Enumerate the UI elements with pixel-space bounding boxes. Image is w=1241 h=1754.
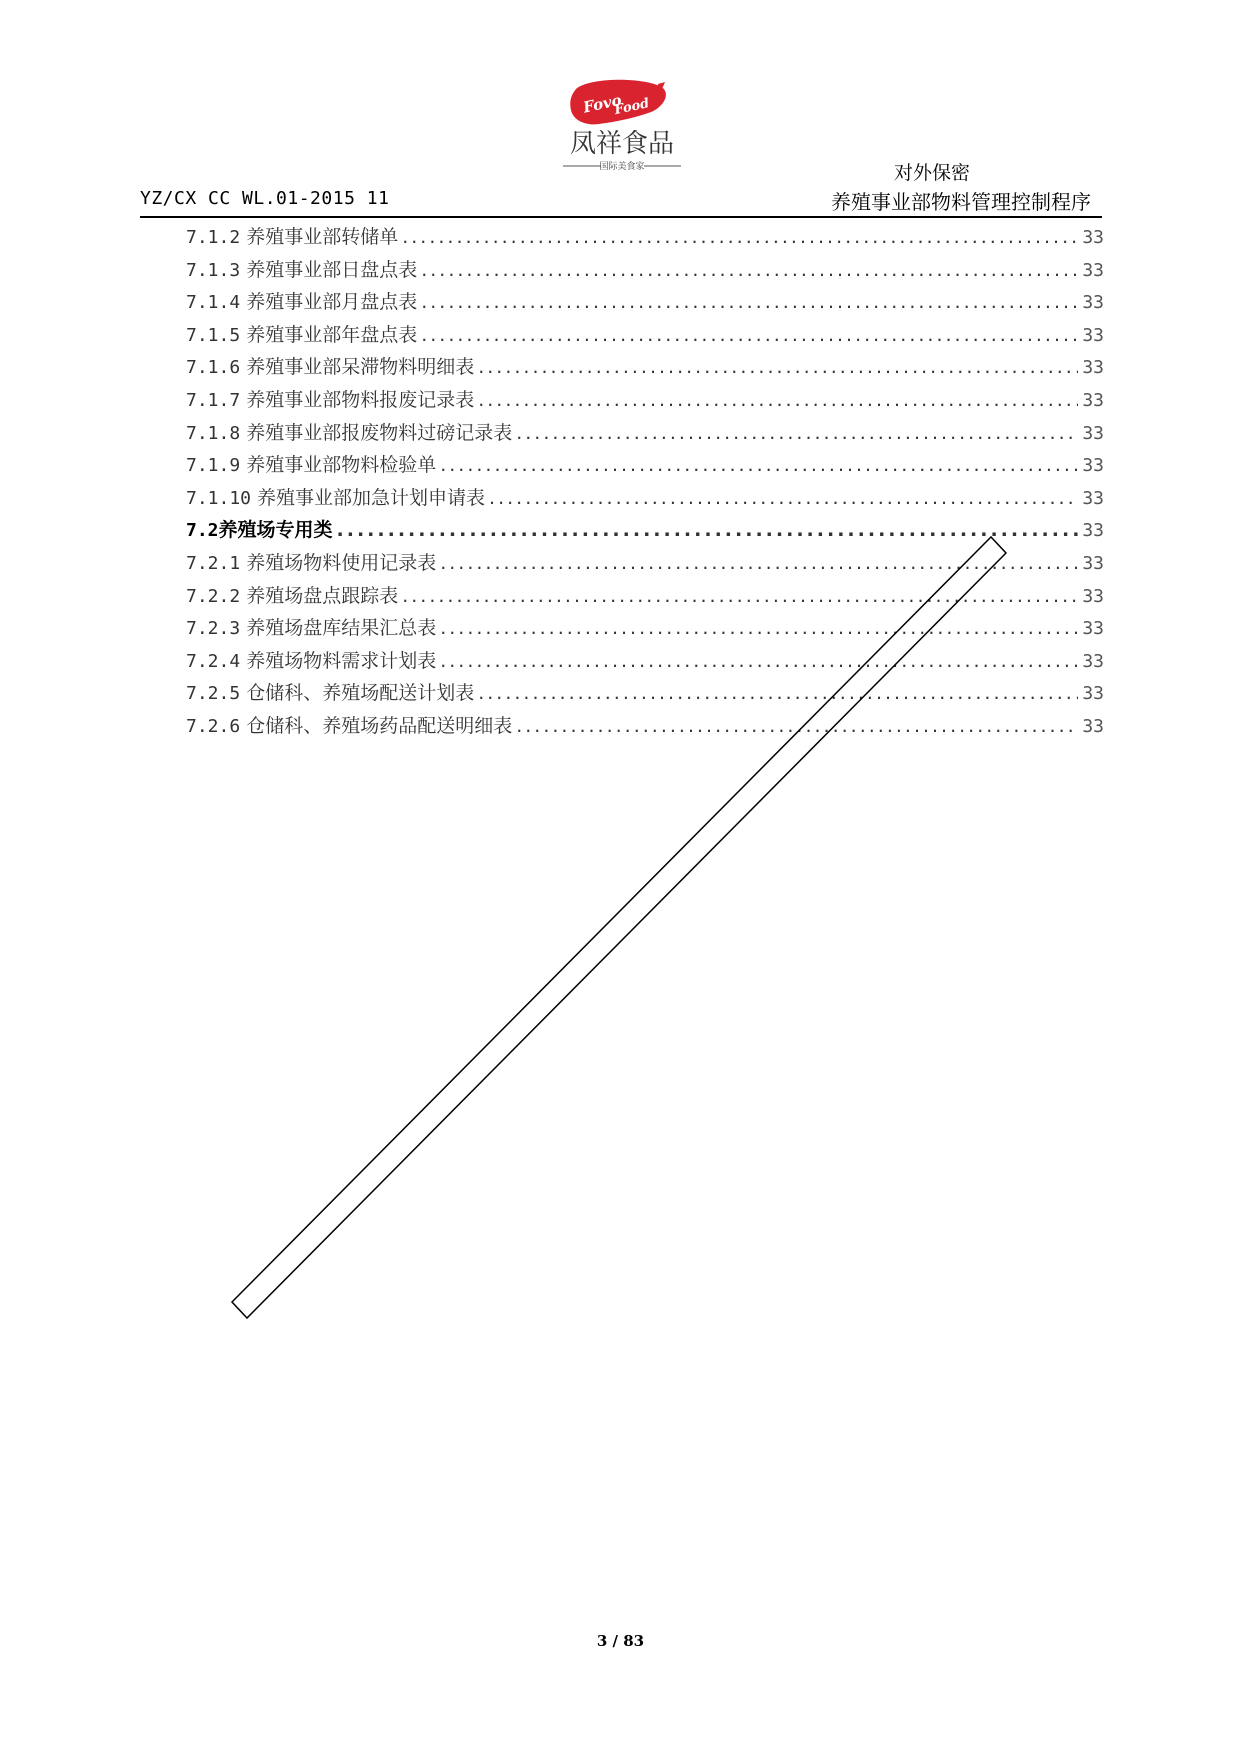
- toc-entry[interactable]: [186, 710, 1104, 743]
- confidentiality-label: 对外保密: [894, 162, 971, 184]
- toc-dot-leader: [478, 677, 1078, 710]
- toc-entry-page: 33: [1082, 552, 1104, 574]
- toc-entry-number: 7.1.5: [186, 324, 241, 346]
- toc-entry-title: 养殖事业部报废物料过磅记录表: [246, 421, 513, 444]
- toc-entry-title: 仓储科、养殖场药品配送明细表: [246, 714, 513, 737]
- toc-dot-leader: [402, 221, 1078, 254]
- toc-entry-number: 7.1.3: [186, 259, 241, 281]
- toc-entry-number: 7.1.10: [186, 487, 252, 509]
- toc-entry[interactable]: [186, 286, 1104, 319]
- toc-entry-page: 33: [1082, 422, 1104, 444]
- toc-entry-page: 33: [1082, 357, 1104, 379]
- page-number: 3 / 83: [596, 1632, 645, 1650]
- toc-dot-leader: [516, 710, 1078, 743]
- company-logo: [555, 78, 690, 178]
- toc-entry-number: 7.1.7: [186, 389, 241, 411]
- toc-entry-page: 33: [1082, 487, 1104, 509]
- header-divider: [140, 216, 1102, 218]
- toc-entry-page: 33: [1082, 585, 1104, 607]
- document-code: YZ/CX CC WL.01-2015 11: [140, 188, 390, 209]
- toc-entry-number: 7.2: [186, 520, 219, 542]
- toc-dot-leader: [421, 254, 1078, 287]
- document-title: 养殖事业部物料管理控制程序: [831, 190, 1091, 214]
- toc-entry[interactable]: [186, 645, 1104, 678]
- toc-entry[interactable]: [186, 319, 1104, 352]
- svg-text:Food: Food: [613, 96, 651, 119]
- toc-entry-title: 养殖事业部月盘点表: [246, 291, 418, 314]
- toc-dot-leader: [516, 417, 1078, 450]
- toc-entry-number: 7.2.1: [186, 552, 241, 574]
- toc-entry-page: 33: [1082, 650, 1104, 672]
- toc-entry[interactable]: [186, 580, 1104, 613]
- toc-entry-title: 养殖场盘点跟踪表: [246, 584, 399, 607]
- toc-entry-page: 33: [1082, 683, 1104, 705]
- toc-entry-page: 33: [1082, 259, 1104, 281]
- toc-entry-page: 33: [1082, 455, 1104, 477]
- toc-dot-leader: [478, 384, 1078, 417]
- toc-entry-page: 33: [1082, 715, 1104, 737]
- toc-entry[interactable]: [186, 612, 1104, 645]
- toc-entry-page: 33: [1082, 618, 1104, 640]
- toc-dot-leader: [402, 580, 1078, 613]
- toc-entry-title: 养殖事业部加急计划申请表: [257, 486, 486, 509]
- toc-entry[interactable]: [186, 351, 1104, 384]
- toc-entry-title: 养殖场物料使用记录表: [246, 551, 437, 574]
- toc-entry-title: 养殖场物料需求计划表: [246, 649, 437, 672]
- toc-entry-number: 7.2.2: [186, 585, 241, 607]
- toc-entry-title: 养殖事业部呆滞物料明细表: [246, 356, 475, 379]
- toc-entry-number: 7.1.6: [186, 357, 241, 379]
- toc-entry-page: 33: [1082, 292, 1104, 314]
- svg-text:凤祥食品: 凤祥食品: [569, 129, 675, 159]
- toc-entry-page: 33: [1082, 227, 1104, 248]
- toc-entry-title: 养殖事业部物料检验单: [246, 454, 437, 477]
- toc-entry-page: 33: [1082, 324, 1104, 346]
- toc-dot-leader: [421, 319, 1078, 352]
- svg-text:Fovo: Fovo: [581, 90, 624, 117]
- toc-entry-page: 33: [1082, 389, 1104, 411]
- toc-entry[interactable]: [186, 449, 1104, 482]
- toc-entry[interactable]: [186, 514, 1104, 547]
- toc-entry-title: 养殖事业部年盘点表: [246, 323, 418, 346]
- table-of-contents: [186, 221, 1104, 743]
- toc-entry-title: 养殖事业部日盘点表: [246, 258, 418, 281]
- toc-entry-title: 养殖场盘库结果汇总表: [246, 617, 437, 640]
- toc-dot-leader: [440, 645, 1078, 678]
- toc-entry[interactable]: [186, 221, 1104, 254]
- toc-entry-title: 养殖事业部物料报废记录表: [246, 388, 475, 411]
- toc-dot-leader: [440, 547, 1078, 580]
- toc-entry-number: 7.1.8: [186, 422, 241, 444]
- toc-dot-leader: [440, 612, 1078, 645]
- toc-entry-number: 7.1.4: [186, 292, 241, 314]
- toc-entry-page: 33: [1082, 520, 1104, 542]
- toc-entry-number: 7.2.5: [186, 683, 241, 705]
- toc-entry-title: 养殖事业部转储单: [246, 226, 399, 248]
- toc-entry-number: 7.2.6: [186, 715, 241, 737]
- toc-entry[interactable]: [186, 254, 1104, 287]
- toc-dot-leader: [489, 482, 1078, 515]
- toc-entry-number: 7.1.2: [186, 227, 241, 248]
- toc-dot-leader: [440, 449, 1078, 482]
- svg-text:国际美食家: 国际美食家: [599, 162, 645, 172]
- toc-entry-number: 7.1.9: [186, 455, 241, 477]
- toc-dot-leader: [478, 351, 1078, 384]
- toc-entry[interactable]: [186, 547, 1104, 580]
- toc-entry[interactable]: [186, 482, 1104, 515]
- toc-entry-number: 7.2.3: [186, 618, 241, 640]
- toc-dot-leader: [421, 286, 1078, 319]
- toc-entry[interactable]: [186, 384, 1104, 417]
- fovo-food-logo-icon: [555, 78, 690, 178]
- toc-entry-number: 7.2.4: [186, 650, 241, 672]
- toc-entry-title: 养殖场专用类: [218, 519, 333, 542]
- toc-entry-title: 仓储科、养殖场配送计划表: [246, 682, 475, 705]
- toc-entry[interactable]: [186, 417, 1104, 450]
- toc-entry[interactable]: [186, 677, 1104, 710]
- toc-dot-leader: [337, 514, 1079, 547]
